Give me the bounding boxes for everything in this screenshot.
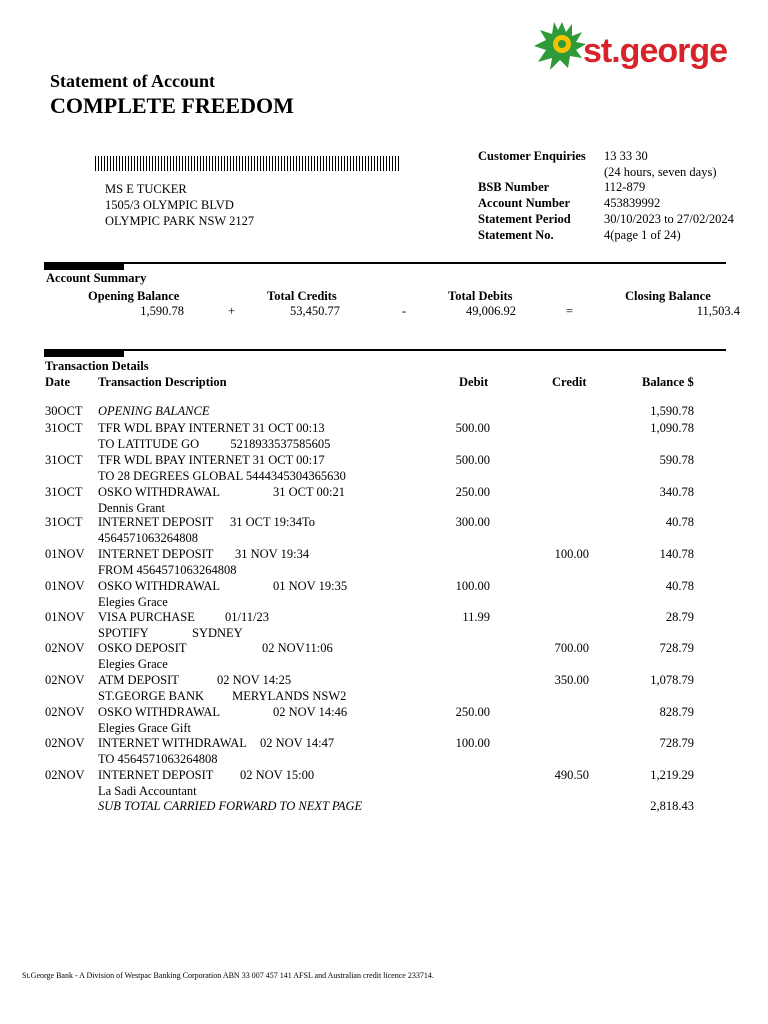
tx-description: INTERNET DEPOSIT bbox=[98, 515, 214, 529]
account-label: Account Number bbox=[478, 196, 571, 210]
tx-debit: 11.99 bbox=[462, 610, 490, 624]
period-label: Statement Period bbox=[478, 212, 571, 226]
tx-credit: 350.00 bbox=[554, 673, 589, 687]
tx-date: 01NOV bbox=[45, 579, 85, 593]
tx-description: ATM DEPOSIT bbox=[98, 673, 179, 687]
col-header-description: Transaction Description bbox=[98, 375, 227, 389]
col-header-balance: Balance $ bbox=[642, 375, 694, 389]
tx-description: INTERNET DEPOSIT bbox=[98, 547, 214, 561]
tx-date: 02NOV bbox=[45, 673, 85, 687]
tx-time: 01/11/23 bbox=[225, 610, 269, 624]
tx-description-detail: TO 28 DEGREES GLOBAL 5444345304365630 bbox=[98, 469, 346, 483]
opening-balance-value: 1,590.78 bbox=[140, 304, 184, 318]
subtotal-value: 2,818.43 bbox=[650, 799, 694, 813]
statement-no-value: 4(page 1 of 24) bbox=[604, 228, 681, 242]
tx-balance: 728.79 bbox=[659, 736, 694, 750]
statement-no-label: Statement No. bbox=[478, 228, 554, 242]
subtotal-label: SUB TOTAL CARRIED FORWARD TO NEXT PAGE bbox=[98, 799, 363, 813]
transactions-title: Transaction Details bbox=[45, 359, 149, 373]
tx-description: INTERNET DEPOSIT bbox=[98, 768, 214, 782]
tx-balance: 40.78 bbox=[665, 579, 694, 593]
tx-time: 02 NOV 14:25 bbox=[217, 673, 292, 687]
minus-sign: - bbox=[402, 304, 407, 318]
col-header-credit: Credit bbox=[552, 375, 587, 389]
tx-balance: 1,090.78 bbox=[650, 421, 694, 435]
tx-description: OSKO WITHDRAWAL bbox=[98, 705, 221, 719]
bsb-value: 112-879 bbox=[604, 180, 646, 194]
tx-debit: 250.00 bbox=[455, 485, 490, 499]
product-name: COMPLETE FREEDOM bbox=[50, 93, 294, 118]
dragon-icon bbox=[532, 18, 588, 80]
total-debits-value: 49,006.92 bbox=[466, 304, 516, 318]
enquiries-label: Customer Enquiries bbox=[478, 149, 586, 163]
tx-date: 31OCT bbox=[45, 515, 83, 529]
tx-debit: 300.00 bbox=[455, 515, 490, 529]
tx-credit: 100.00 bbox=[554, 547, 589, 561]
tx-time: 01 NOV 19:35 bbox=[273, 579, 348, 593]
summary-title: Account Summary bbox=[46, 271, 147, 285]
tx-description-detail: Elegies Grace Gift bbox=[98, 721, 192, 735]
tx-description-detail: SPOTIFY SYDNEY bbox=[98, 626, 243, 640]
tx-date: 30OCT bbox=[45, 404, 83, 418]
tx-debit: 500.00 bbox=[455, 421, 490, 435]
tx-description-detail: TO 4564571063264808 bbox=[98, 752, 218, 766]
tx-description: INTERNET WITHDRAWAL bbox=[98, 736, 247, 750]
tx-balance: 40.78 bbox=[665, 515, 694, 529]
tx-time: 02 NOV 14:46 bbox=[273, 705, 348, 719]
tx-debit: 500.00 bbox=[455, 453, 490, 467]
footer-disclaimer: St.George Bank - A Division of Westpac Banking Corporation ABN 33 007 457 141 AFSL and Australian credit licence 233714. bbox=[22, 971, 434, 980]
account-value: 453839992 bbox=[604, 196, 661, 210]
tx-date: 31OCT bbox=[45, 485, 83, 499]
tx-date: 02NOV bbox=[45, 736, 85, 750]
tx-description: OSKO DEPOSIT bbox=[98, 641, 187, 655]
tx-time: 31 NOV 19:34 bbox=[235, 547, 310, 561]
tx-description: TFR WDL BPAY INTERNET 31 OCT 00:17 bbox=[98, 453, 325, 467]
total-credits-label: Total Credits bbox=[267, 289, 337, 303]
address-line1: 1505/3 OLYMPIC BLVD bbox=[105, 198, 234, 212]
tx-balance: 728.79 bbox=[659, 641, 694, 655]
col-header-date: Date bbox=[45, 375, 70, 389]
brand-name: st.george bbox=[583, 32, 728, 70]
equals-sign: = bbox=[566, 304, 574, 318]
tx-debit: 100.00 bbox=[455, 579, 490, 593]
tx-time: 31 OCT 19:34To bbox=[230, 515, 316, 529]
bsb-label: BSB Number bbox=[478, 180, 550, 194]
tx-description-detail: Elegies Grace bbox=[98, 595, 168, 609]
tx-time: 02 NOV 15:00 bbox=[240, 768, 315, 782]
tx-description: OSKO WITHDRAWAL bbox=[98, 579, 221, 593]
transactions-rule-tab bbox=[44, 351, 124, 357]
tx-date: 01NOV bbox=[45, 547, 85, 561]
statement-title: Statement of Account bbox=[50, 71, 215, 91]
tx-description: VISA PURCHASE bbox=[98, 610, 195, 624]
tx-description: OPENING BALANCE bbox=[98, 404, 210, 418]
plus-sign: + bbox=[228, 304, 236, 318]
tx-date: 02NOV bbox=[45, 705, 85, 719]
tx-description: TFR WDL BPAY INTERNET 31 OCT 00:13 bbox=[98, 421, 325, 435]
tx-debit: 100.00 bbox=[455, 736, 490, 750]
tx-balance: 140.78 bbox=[659, 547, 694, 561]
tx-time: 31 OCT 00:21 bbox=[273, 485, 345, 499]
tx-description-detail: Dennis Grant bbox=[98, 501, 165, 515]
tx-description: OSKO WITHDRAWAL bbox=[98, 485, 221, 499]
tx-balance: 1,078.79 bbox=[650, 673, 694, 687]
opening-balance-label: Opening Balance bbox=[88, 289, 180, 303]
tx-credit: 700.00 bbox=[554, 641, 589, 655]
tx-date: 02NOV bbox=[45, 641, 85, 655]
tx-balance: 1,590.78 bbox=[650, 404, 694, 418]
tx-description-detail: Elegies Grace bbox=[98, 657, 168, 671]
enquiries-note: (24 hours, seven days) bbox=[604, 165, 717, 179]
tx-credit: 490.50 bbox=[554, 768, 589, 782]
postal-barcode bbox=[95, 156, 400, 171]
customer-name: MS E TUCKER bbox=[105, 182, 187, 196]
tx-balance: 828.79 bbox=[659, 705, 694, 719]
tx-date: 02NOV bbox=[45, 768, 85, 782]
tx-date: 31OCT bbox=[45, 453, 83, 467]
tx-description-detail: FROM 4564571063264808 bbox=[98, 563, 237, 577]
closing-balance-label: Closing Balance bbox=[625, 289, 711, 303]
address-line2: OLYMPIC PARK NSW 2127 bbox=[105, 214, 255, 228]
tx-balance: 340.78 bbox=[659, 485, 694, 499]
tx-date: 01NOV bbox=[45, 610, 85, 624]
tx-description-detail: TO LATITUDE GO 5218933537585605 bbox=[98, 437, 331, 451]
tx-balance: 590.78 bbox=[659, 453, 694, 467]
period-value: 30/10/2023 to 27/02/2024 bbox=[604, 212, 734, 226]
total-debits-label: Total Debits bbox=[448, 289, 513, 303]
summary-rule-tab bbox=[44, 264, 124, 270]
tx-time: 02 NOV11:06 bbox=[262, 641, 333, 655]
tx-description-detail: 4564571063264808 bbox=[98, 531, 198, 545]
total-credits-value: 53,450.77 bbox=[290, 304, 340, 318]
enquiries-value: 13 33 30 bbox=[604, 149, 648, 163]
tx-description-detail: La Sadi Accountant bbox=[98, 784, 197, 798]
tx-debit: 250.00 bbox=[455, 705, 490, 719]
tx-balance: 28.79 bbox=[665, 610, 694, 624]
tx-description-detail: ST.GEORGE BANK MERYLANDS NSW2 bbox=[98, 689, 347, 703]
summary-rule bbox=[44, 262, 726, 264]
tx-time: 02 NOV 14:47 bbox=[260, 736, 335, 750]
closing-balance-value: 11,503.4 bbox=[696, 304, 740, 318]
tx-balance: 1,219.29 bbox=[650, 768, 694, 782]
transactions-rule bbox=[44, 349, 726, 351]
col-header-debit: Debit bbox=[459, 375, 489, 389]
tx-date: 31OCT bbox=[45, 421, 83, 435]
